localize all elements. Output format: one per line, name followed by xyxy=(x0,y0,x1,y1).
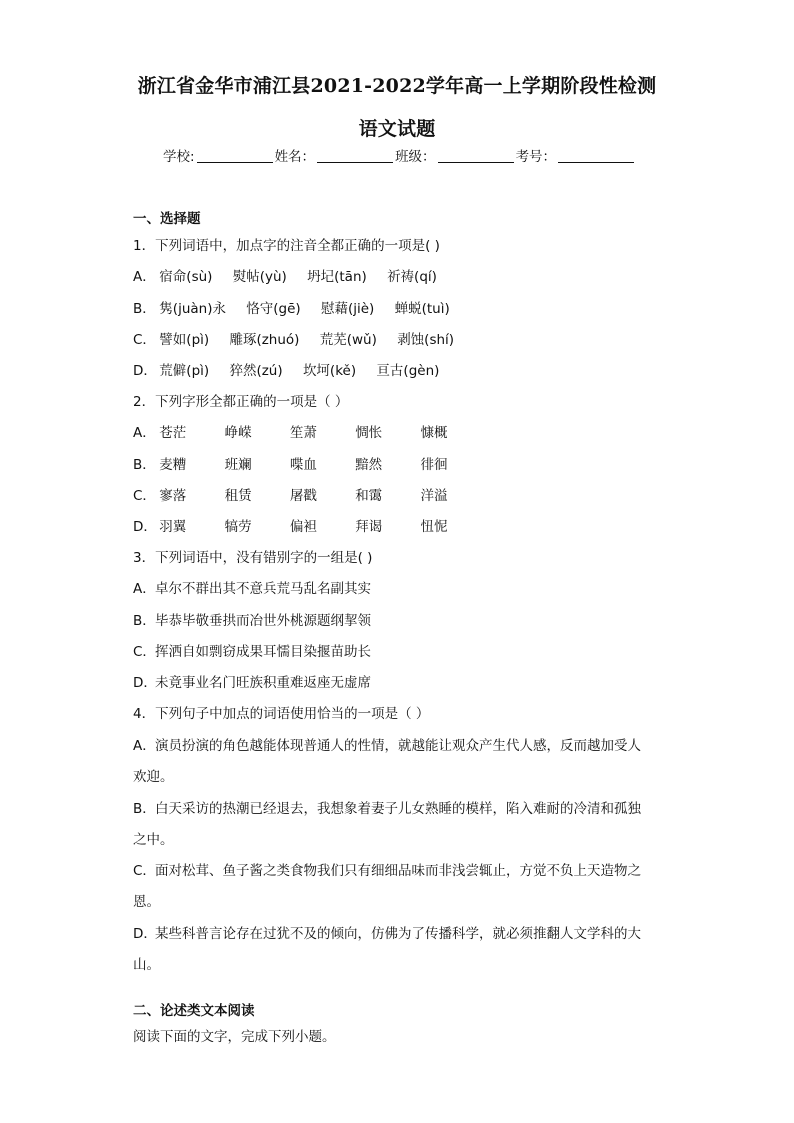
option-item: 峥嵘 xyxy=(224,425,252,441)
option-text: 卓尔不群出其不意兵荒马乱名副其实 xyxy=(155,581,371,597)
option-item: 恪守(gē) xyxy=(246,301,301,317)
option-letter: B． xyxy=(133,301,156,317)
question-2-option-c xyxy=(133,484,481,504)
question-4-stem: 4．下列句子中加点的词语使用恰当的一项是（ ） xyxy=(133,706,430,722)
question-4-option-a-line1 xyxy=(133,734,641,754)
option-item: 和霭 xyxy=(355,488,383,504)
exam-title: 浙江省金华市浦江县2021-2022学年高一上学期阶段性检测 xyxy=(137,75,657,97)
option-letter: A． xyxy=(133,738,156,754)
option-letter: A． xyxy=(133,581,156,597)
option-item: 偏袒 xyxy=(289,519,317,535)
question-1-stem: 1．下列词语中，加点字的注音全都正确的一项是( ) xyxy=(133,238,440,254)
question-4-option-b-line1 xyxy=(133,797,641,817)
question-4-option-a-line2: 欢迎。 xyxy=(133,769,174,785)
option-item: 麦糟 xyxy=(159,457,187,473)
option-letter: C． xyxy=(133,332,156,348)
option-item: 屠戳 xyxy=(289,488,317,504)
option-letter: D． xyxy=(133,519,157,535)
question-4-option-c-line2: 恩。 xyxy=(133,894,160,910)
option-item: 荒芜(wǔ) xyxy=(319,332,377,348)
question-4-option-d-line2: 山。 xyxy=(133,957,160,973)
option-item: 拜谒 xyxy=(355,519,383,535)
option-item: 洋溢 xyxy=(420,488,448,504)
option-item: 坎坷(kě) xyxy=(302,363,357,379)
option-item: 黯然 xyxy=(355,457,383,473)
question-4-option-b-line2: 之中。 xyxy=(133,832,174,848)
option-item: 雕琢(zhuó) xyxy=(229,332,300,348)
question-1-option-a xyxy=(133,265,453,285)
option-item: 亘古(gèn) xyxy=(376,363,440,379)
question-3-option-a xyxy=(133,577,371,597)
option-letter: C． xyxy=(133,863,156,879)
option-item: 忸怩 xyxy=(420,519,448,535)
option-item: 苍茫 xyxy=(159,425,187,441)
option-item: 犒劳 xyxy=(224,519,252,535)
reading-instruction: 阅读下面的文字，完成下列小题。 xyxy=(133,1029,336,1045)
option-letter: C． xyxy=(133,644,156,660)
question-1-option-c xyxy=(133,328,470,348)
option-item: 慷概 xyxy=(420,425,448,441)
question-3-option-b xyxy=(133,609,371,629)
option-text: 某些科普言论存在过犹不及的倾向，仿佛为了传播科学，就必须推翻人文学科的大 xyxy=(155,926,641,942)
option-item: 笙萧 xyxy=(289,425,317,441)
option-item: 惆怅 xyxy=(355,425,383,441)
option-item: 慰藉(jiè) xyxy=(320,301,375,317)
option-letter: B． xyxy=(133,613,156,629)
option-item: 羽翼 xyxy=(159,519,187,535)
class-blank xyxy=(438,148,514,163)
question-4-option-c-line1 xyxy=(133,859,641,879)
section-heading-choice: 一、选择题 xyxy=(133,211,201,227)
option-item: 宿命(sù) xyxy=(159,269,213,285)
question-3-stem: 3．下列词语中，没有错别字的一组是( ) xyxy=(133,550,373,566)
option-letter: D． xyxy=(133,363,157,379)
option-item: 租赁 xyxy=(224,488,252,504)
option-item: 蝉蜕(tuì) xyxy=(394,301,450,317)
school-blank xyxy=(197,148,273,163)
question-2-option-d xyxy=(133,515,481,535)
question-2-option-a xyxy=(133,421,481,441)
option-item: 猝然(zú) xyxy=(229,363,283,379)
option-text: 面对松茸、鱼子酱之类食物我们只有细细品味而非浅尝辄止，方觉不负上天造物之 xyxy=(155,863,641,879)
option-letter: C． xyxy=(133,488,156,504)
question-2-option-b xyxy=(133,453,481,473)
exam-number-label: 考号： xyxy=(515,149,557,165)
option-item: 譬如(pì) xyxy=(159,332,210,348)
question-1-option-b xyxy=(133,297,466,317)
option-letter: D． xyxy=(133,926,157,942)
student-info-row xyxy=(163,145,636,165)
option-text: 白天采访的热潮已经退去，我想象着妻子儿女熟睡的模样，陷入难耐的冷清和孤独 xyxy=(155,801,641,817)
option-item: 喋血 xyxy=(289,457,317,473)
option-item: 坍圮(tān) xyxy=(307,269,367,285)
option-letter: B． xyxy=(133,457,156,473)
option-item: 剥蚀(shí) xyxy=(397,332,455,348)
question-1-option-d xyxy=(133,359,455,379)
section-heading-reading: 二、论述类文本阅读 xyxy=(133,1003,255,1019)
option-item: 班斓 xyxy=(224,457,252,473)
option-letter: D． xyxy=(133,675,157,691)
school-label: 学校: xyxy=(163,149,195,165)
option-letter: A． xyxy=(133,269,156,285)
option-item: 熨帖(yù) xyxy=(232,269,287,285)
option-text: 演员扮演的角色越能体现普通人的性情，就越能让观众产生代人感，反而越加受人 xyxy=(155,738,641,754)
name-label: 姓名： xyxy=(274,149,316,165)
option-text: 未竟事业名门旺族积重难返座无虚席 xyxy=(155,675,371,691)
exam-number-blank xyxy=(558,148,634,163)
name-blank xyxy=(317,148,393,163)
question-2-stem: 2．下列字形全都正确的一项是（ ） xyxy=(133,394,349,410)
class-label: 班级： xyxy=(395,149,436,165)
question-3-option-c xyxy=(133,640,371,660)
question-3-option-d xyxy=(133,671,371,691)
option-item: 寥落 xyxy=(159,488,187,504)
exam-subtitle: 语文试题 xyxy=(358,118,436,140)
option-letter: A． xyxy=(133,425,156,441)
option-item: 隽(juàn)永 xyxy=(159,301,226,317)
question-4-option-d-line1 xyxy=(133,922,641,942)
option-text: 挥洒自如剽窃成果耳懦目染揠苗助长 xyxy=(155,644,371,660)
option-item: 祈祷(qí) xyxy=(387,269,437,285)
option-letter: B． xyxy=(133,801,156,817)
option-text: 毕恭毕敬垂拱而冶世外桃源题纲挈领 xyxy=(155,613,371,629)
option-item: 荒僻(pì) xyxy=(159,363,210,379)
option-item: 徘徊 xyxy=(420,457,448,473)
